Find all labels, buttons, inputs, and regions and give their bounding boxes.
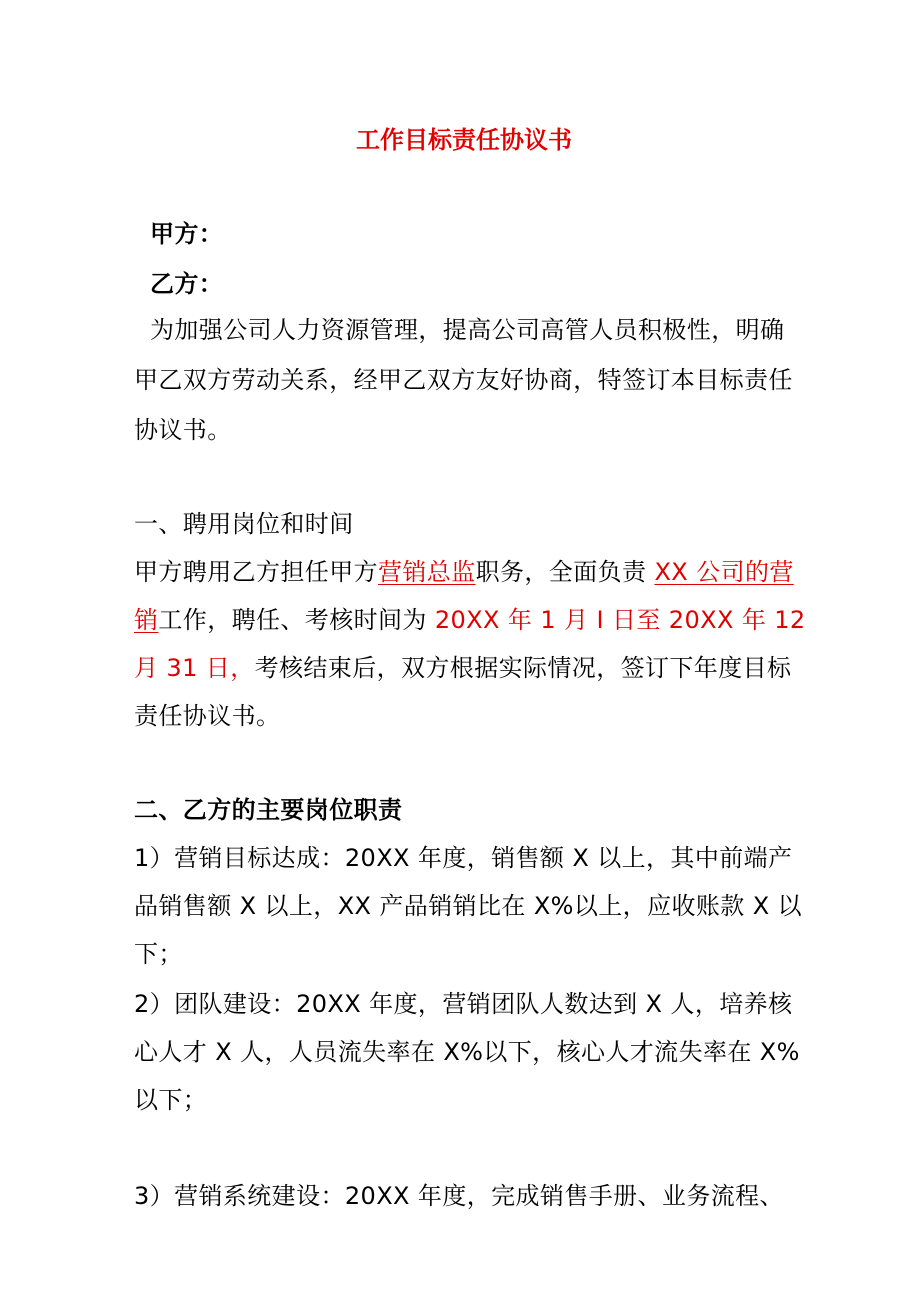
duty-line-3: 下； (134, 940, 183, 968)
company-highlight: XX 公司的营 (654, 558, 794, 586)
intro-line-2: 甲乙双方劳动关系，经甲乙双方友好协商，特签订本目标责任 (134, 366, 793, 394)
section2-heading: 二、乙方的主要岗位职责 (134, 796, 403, 824)
section1-text: 职务，全面负责 (475, 558, 655, 586)
section1-text: 甲方聘用乙方担任甲方 (134, 558, 378, 586)
section1-text: 考核结束后，双方根据实际情况，签订下年度目标 (254, 654, 792, 682)
duty-line-6: 以下； (134, 1086, 208, 1114)
company-highlight: 销 (134, 606, 159, 634)
section1-heading: 一、聘用岗位和时间 (134, 510, 354, 538)
party-a-label: 甲方： (150, 220, 224, 248)
term-end-highlight: 月 31 日， (134, 654, 255, 682)
document-title: 工作目标责任协议书 (356, 126, 572, 154)
duty-line-5: 心人才 X 人，人员流失率在 X%以下，核心人才流失率在 X% (134, 1038, 800, 1066)
intro-line-1: 为加强公司人力资源管理，提高公司高管人员积极性，明确 (150, 316, 785, 344)
section1-line-1 (134, 554, 794, 590)
section1-text: 工作，聘任、考核时间为 (158, 606, 435, 634)
duty-line-7: 3）营销系统建设：20XX 年度，完成销售手册、业务流程、 (134, 1182, 784, 1210)
section1-line-2 (134, 602, 806, 638)
section1-line-3 (134, 650, 791, 686)
duty-line-2: 品销售额 X 以上，XX 产品销销比在 X%以上，应收账款 X 以 (134, 892, 802, 920)
party-b-label: 乙方： (150, 270, 224, 298)
duty-line-4: 2）团队建设：20XX 年度，营销团队人数达到 X 人，培养核 (134, 990, 793, 1018)
duty-line-1: 1）营销目标达成：20XX 年度，销售额 X 以上，其中前端产 (134, 844, 793, 872)
intro-line-3: 协议书。 (134, 416, 232, 444)
term-period-highlight: 20XX 年 1 月 I 日至 20XX 年 12 (434, 606, 806, 634)
section1-line-4: 责任协议书。 (134, 702, 281, 730)
position-highlight: 营销总监 (378, 558, 476, 586)
